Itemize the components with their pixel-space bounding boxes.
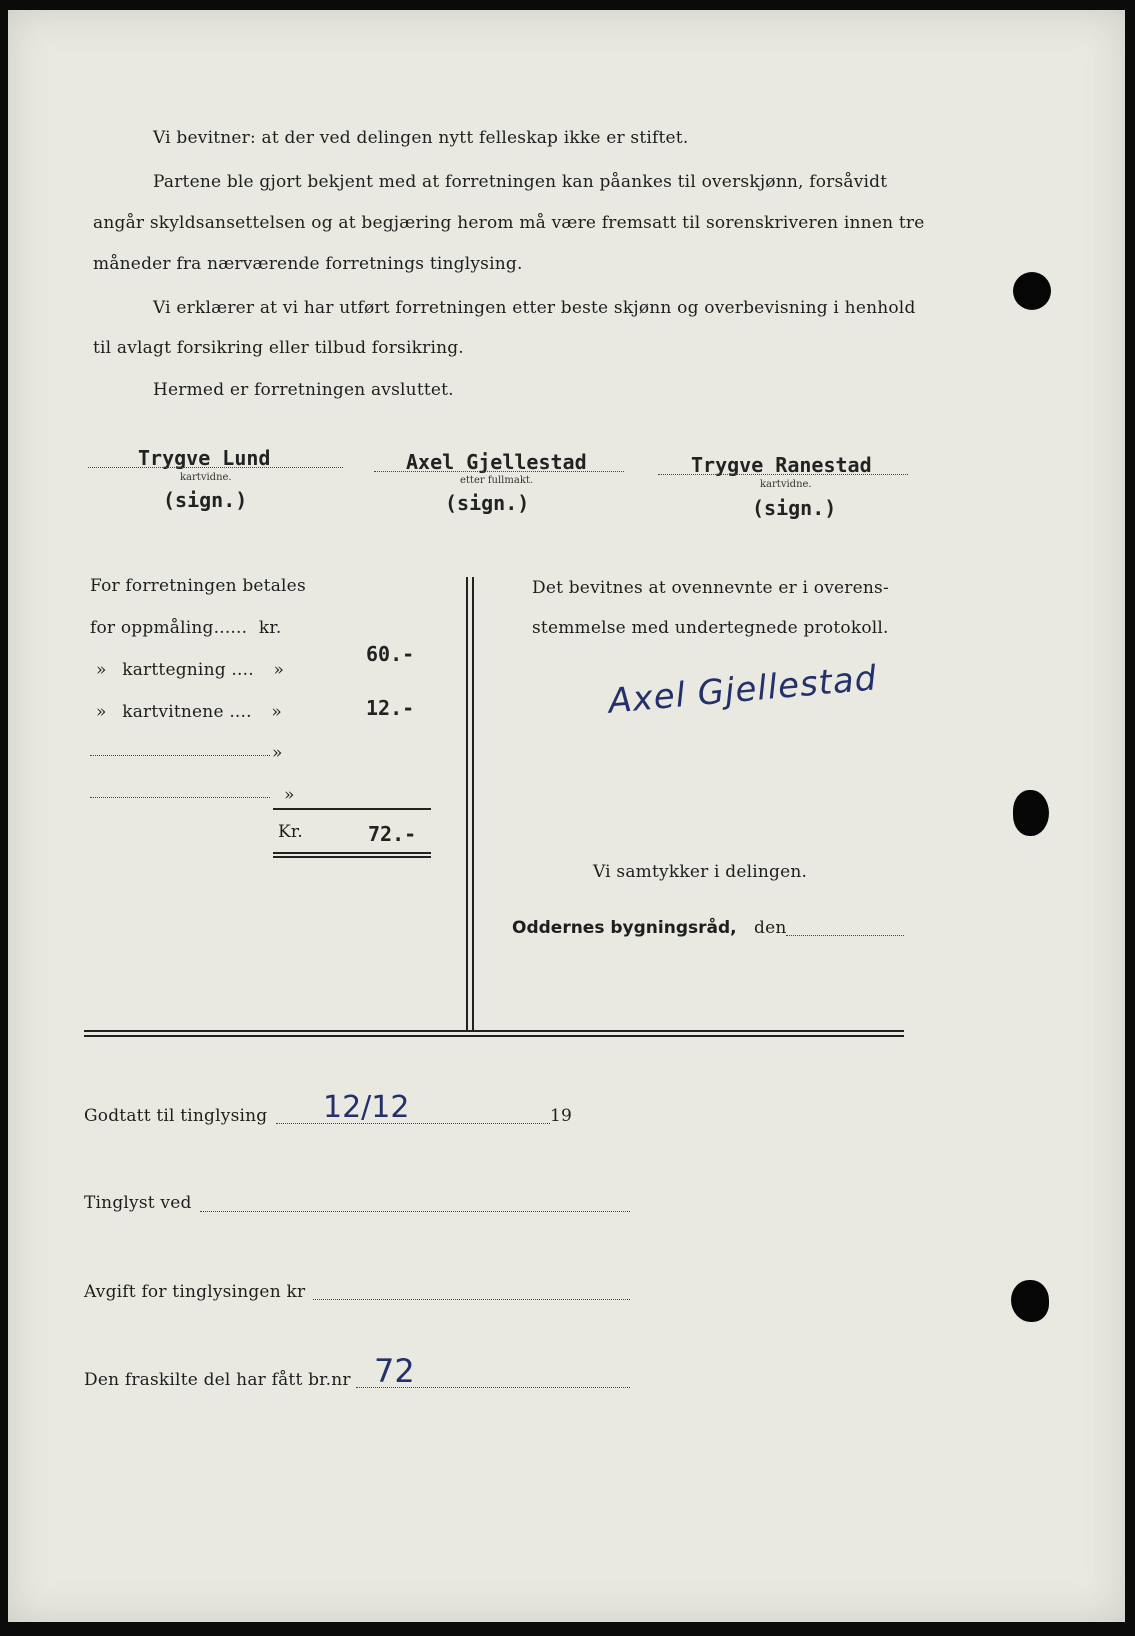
fee-blank-end-1: » [272, 743, 283, 763]
column-divider-left [466, 577, 468, 1032]
council-date-line [786, 935, 904, 936]
paragraph-concluded: Hermed er forretningen avsluttet. [153, 380, 454, 400]
paragraph-appeal-line-1: Partene ble gjort bekjent med at forretningen kan påankes til overskjønn, forsåvidt [153, 172, 888, 192]
fee-label-mapdrawing: karttegning [122, 660, 226, 680]
fee-row-measurement [90, 618, 281, 638]
registry-registered-line [200, 1211, 630, 1212]
fee-total-label: Kr. [278, 822, 303, 842]
fee-row-mapdrawing [96, 660, 284, 680]
fee-blank-line-2 [90, 797, 270, 798]
signatory-name-1: Trygve Lund [138, 446, 271, 470]
signatory-role-3: kartvidne. [760, 479, 812, 490]
fee-dots-mapwitnesses: .... [229, 702, 252, 722]
fee-label-measurement: for oppmåling [90, 618, 214, 638]
paragraph-no-new-community: Vi bevitner: at der ved delingen nytt felleskap ikke er stiftet. [153, 128, 689, 148]
consent-text: Vi samtykker i delingen. [593, 862, 808, 882]
signatory-name-3: Trygve Ranestad [691, 453, 872, 477]
fee-unit-kr: kr. [258, 618, 282, 638]
paragraph-declaration-line-2: til avlagt forsikring eller tilbud forsikring. [93, 338, 464, 358]
fee-quote-mapwitnesses: » [96, 702, 107, 722]
fee-value-mapwitnesses: 12.- [366, 696, 415, 720]
section-rule-bottom [84, 1035, 904, 1037]
signatory-role-1: kartvidne. [180, 472, 232, 483]
fee-end-mapwitnesses: » [271, 702, 282, 722]
signature-line-2 [374, 471, 624, 472]
document-page [8, 10, 1125, 1622]
punch-hole-1 [1013, 272, 1051, 310]
fee-total-value: 72.- [368, 822, 417, 846]
section-rule-top [84, 1030, 904, 1032]
paragraph-declaration-line-1: Vi erklærer at vi har utført forretningen etter beste skjønn og overbevisning i henhold [153, 298, 916, 318]
column-divider-right [472, 577, 474, 1032]
registry-year-prefix: 19 [550, 1106, 573, 1126]
signatory-sign-2: (sign.) [445, 491, 530, 515]
certification-line-1: Det bevitnes at ovennevnte er i overens- [532, 578, 889, 598]
fee-dots-mapdrawing: .... [231, 660, 254, 680]
signatory-sign-3: (sign.) [752, 496, 837, 520]
registry-accepted-label: Godtatt til tinglysing [84, 1106, 268, 1126]
punch-hole-2 [1013, 790, 1049, 836]
registry-registered-label: Tinglyst ved [84, 1193, 192, 1213]
council-name: Oddernes bygningsråd, [512, 918, 737, 938]
signature-line-1 [88, 467, 343, 468]
fee-value-mapdrawing: 60.- [366, 642, 415, 666]
signatory-role-2: etter fullmakt. [460, 475, 534, 486]
fee-total-rule-2 [273, 856, 431, 858]
paragraph-appeal-line-3: måneder fra nærværende forretnings tinglysing. [93, 254, 523, 274]
council-den: den [754, 918, 787, 938]
punch-hole-3 [1011, 1280, 1049, 1322]
fee-subtotal-rule [273, 808, 431, 810]
registry-fee-label: Avgift for tinglysingen kr [84, 1282, 306, 1302]
fee-quote-mapdrawing: » [96, 660, 107, 680]
registry-parcel-label: Den fraskilte del har fått br.nr [84, 1370, 351, 1390]
fee-end-mapdrawing: » [273, 660, 285, 680]
registry-accepted-line [276, 1123, 550, 1124]
registry-parcel-handwritten: 72 [374, 1352, 415, 1390]
signatory-sign-1: (sign.) [163, 488, 248, 512]
fee-label-mapwitnesses: kartvitnene [122, 702, 224, 722]
fee-total-rule-1 [273, 852, 431, 854]
fee-dots-measurement: ...... [213, 618, 248, 638]
paragraph-appeal-line-2: angår skyldsansettelsen og at begjæring herom må være fremsatt til sorenskriveren innen tre [93, 213, 925, 233]
fee-blank-end-2: » [284, 785, 295, 805]
signatory-name-2: Axel Gjellestad [406, 450, 587, 474]
fees-heading: For forretningen betales [90, 576, 306, 596]
certification-line-2: stemmelse med undertegnede protokoll. [532, 618, 889, 638]
registry-fee-line [313, 1299, 630, 1300]
registry-accepted-handwritten: 12/12 [323, 1090, 410, 1125]
signature-line-3 [658, 474, 908, 475]
fee-row-mapwitnesses [96, 702, 282, 722]
fee-blank-line-1 [90, 755, 270, 756]
certification-signature: Axel Gjellestad [606, 658, 879, 722]
